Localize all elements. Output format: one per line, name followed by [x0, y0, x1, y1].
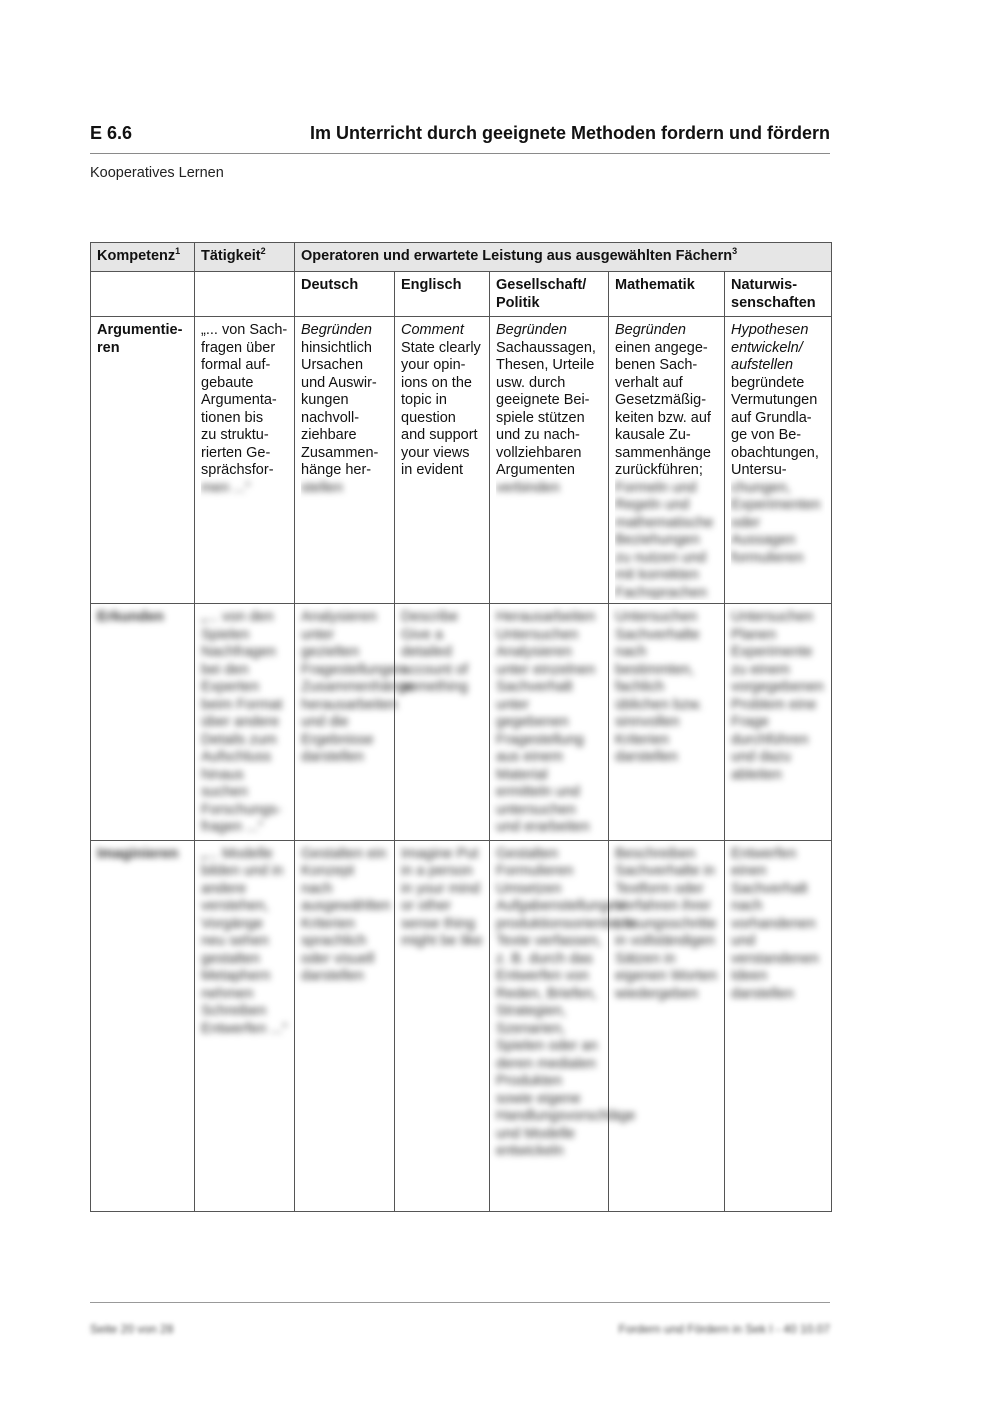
table-row [91, 840, 832, 1211]
cell-naturwissenschaften-blurred: Untersuchen Planen Experimente zu einem vorgegebenen Problem eine Frage durchführen und dazu ableiten [725, 604, 832, 841]
header-kompetenz: Kompetenz$^1$ [91, 243, 195, 272]
cell-taetigkeit-blurred: „... von den Spielen Nachfragen bei den Experten beim Format über andere Details zum Aufschluss hinaus suchen Forschungs-fragen ...“ [195, 604, 295, 841]
cell-text-line: Untersu- [731, 462, 787, 478]
cell-gesellschaft-blurred: Gestalten Formulieren Umsetzen Aufgabenstellungen produktionsorientierte Texte verfassen, z. B. durch das Entwerfen von Reden, Briefen, Strategien, Szenarien, Spielen oder an deren medialen Produkten sowie eigene Handlungsvorschläge und Modelle entwickeln [490, 840, 609, 1211]
cell-text-line: keiten bzw. auf [615, 409, 711, 426]
cell-text-line: rierten Ge- [201, 444, 271, 461]
page-title: Im Unterricht durch geeignete Methoden fordern und fördern [309, 123, 830, 143]
cell-text-line: Thesen, Urteile [496, 357, 595, 373]
cell-taetigkeit-blurred: „... Modelle bilden und in andere verstehen, Vorgänge neu sehen gestalten Metaphern nehmen Schreiben Entwerfen ...“ [195, 840, 295, 1211]
table-row [91, 317, 832, 604]
header-mathematik: Mathematik [609, 272, 725, 317]
cell-text-line: kausale Zu- [615, 427, 691, 443]
operators-table-wrapper [90, 242, 831, 1212]
cell-text-line: State clearly [401, 339, 481, 356]
cell-gesellschaft-blurred: Herausarbeiten Untersuchen Analysieren unter einzelnen Sachverhalt unter gegebenen Fragestellung aus einem Material ermitteln und untersuchen und erarbeiten [490, 604, 609, 841]
cell-text-line: question [401, 409, 456, 426]
header-empty-1 [91, 272, 195, 317]
cell-text-line: benen Sach- [615, 357, 698, 373]
cell-mathematik-blurred: Untersuchen Sachverhalte nach bestimmten, fachlich üblichen bzw. sinnvollen Kriterien darstellen [609, 604, 725, 841]
cell-text-line: zurückführen; [615, 462, 703, 478]
cell-text-line: ge von Be- [731, 427, 802, 443]
header-deutsch: Deutsch [295, 272, 395, 317]
cell-text-line: und Auswir- [301, 374, 377, 391]
cell-text-line: „... von Sach- [201, 322, 288, 338]
table-row [91, 604, 832, 841]
subject-header-row [91, 272, 832, 317]
cell-text-line: nachvoll- [301, 409, 360, 426]
cell-text-line: topic in [401, 392, 447, 408]
cell-naturwissenschaften-blurred: Entwerfen einen Sachverhalt nach vorhandenen und verstandenen Ideen darstellen [725, 840, 832, 1211]
cell-deutsch: Begründen hinsichtlich Ursachen und Auswir- kungen nachvoll- ziehbare Zusammen- hänge her- stellen [295, 317, 395, 604]
cell-text-line: usw. durch [496, 374, 566, 391]
cell-text-line: gebaute [201, 374, 254, 391]
cell-text-line: begründete [731, 374, 805, 391]
cell-text-line: tionen bis [201, 409, 264, 426]
cell-kompetenz-blurred: Erkunden [91, 604, 195, 841]
cell-text-line: hinsichtlich [301, 339, 372, 356]
cell-text-line: your opin- [401, 357, 466, 373]
cell-text-line: zu struktu- [201, 427, 269, 443]
cell-text-line: sprächsfor- [201, 462, 274, 478]
header-empty-2 [195, 272, 295, 317]
footer-page-number: Seite 20 von 28 [90, 1322, 174, 1336]
cell-text-line: formal auf- [201, 357, 271, 373]
cell-naturwissenschaften: Hypothesen entwickeln/ aufstellen begründete Vermutungen auf Grundla- ge von Be- obachtungen, Untersu- chungen, Experimenten oder Aussagen formulieren [725, 317, 832, 604]
footer-divider [90, 1302, 830, 1303]
cell-text-line: and support [401, 427, 478, 443]
cell-text-line: auf Grundla- [731, 409, 812, 426]
cell-text-line: Argumenten [496, 462, 575, 478]
cell-text-line: kungen [301, 392, 349, 408]
cell-mathematik-blurred: Beschreiben Sachverhalte in Textform oder Verfahren ihrer Lösungsschritte in vollständigen Sätzen in eigenen Worten wiedergeben [609, 840, 725, 1211]
cell-deutsch-blurred: Analysieren unter gezielten Fragestellungen Zusammenhänge herausarbeiten und die Ergebnisse darstellen [295, 604, 395, 841]
cell-gesellschaft: Begründen Sachaussagen, Thesen, Urteile usw. durch geeignete Bei- spiele stützen und zu nach- vollziehbaren Argumenten verbinden [490, 317, 609, 604]
header-naturwissenschaften: Naturwis- senschaften [725, 272, 832, 317]
table-header-row [91, 243, 832, 272]
cell-text-line: your views [401, 444, 470, 461]
cell-text-line: hänge her- [301, 462, 372, 478]
page-header [90, 121, 830, 154]
cell-text-line: spiele stützen [496, 409, 585, 426]
cell-text-line: Zusammen- [301, 444, 379, 461]
cell-text-line: verhalt auf [615, 374, 683, 391]
cell-englisch-blurred: Imagine Put in a person in your mind or other sense thing might be like [395, 840, 490, 1211]
cell-text-line: vollziehbaren [496, 444, 582, 461]
cell-text-line: und zu nach- [496, 427, 580, 443]
header-gesellschaft: Gesellschaft/ Politik [490, 272, 609, 317]
cell-text-line: sammenhänge [615, 444, 711, 461]
cell-mathematik: Begründen einen angege- benen Sach- verhalt auf Gesetzmäßig- keiten bzw. auf kausale Zu- sammenhänge zurückführen; Formeln und Regeln und mathematische Beziehungen zu nutzen und mit korrekten Fachsprachen [609, 317, 725, 604]
cell-englisch-blurred: Describe Give a detailed account of something [395, 604, 490, 841]
cell-text-line: Ursachen [301, 357, 364, 373]
cell-englisch: Comment State clearly your opin- ions on the topic in question and support your views in evident [395, 317, 490, 604]
cell-text-line: Argumenta- [201, 392, 277, 408]
cell-kompetenz-blurred: Imaginieren [91, 840, 195, 1211]
cell-text-line: fragen über [201, 339, 276, 356]
cell-kompetenz-argumentieren: Argumentie- ren [91, 317, 195, 604]
header-englisch: Englisch [395, 272, 490, 317]
cell-text-line: ziehbare [301, 427, 357, 443]
cell-text-line: in evident [401, 462, 464, 478]
cell-text-line: Vermutungen [731, 392, 818, 408]
operators-table [90, 242, 832, 1212]
cell-text-line: Gesetzmäßig- [615, 392, 707, 408]
cell-deutsch-blurred: Gestalten ein Konzept nach ausgewählten Kriterien sprachlich oder visuell darstellen [295, 840, 395, 1211]
cell-text-line: ions on the [401, 374, 472, 391]
header-operatoren: Operatoren und erwartete Leistung aus ausgewählten Fächern$^3$ [295, 243, 832, 272]
cell-text-line: Sachaussagen, [496, 339, 596, 356]
page-subtitle: Kooperatives Lernen [90, 165, 224, 181]
cell-text-line: einen angege- [615, 339, 708, 356]
footer-publication: Fordern und Fördern in Sek I - 40 10.07 [618, 1322, 830, 1336]
cell-taetigkeit: „... von Sach- fragen über formal auf- gebaute Argumenta- tionen bis zu struktu- rierten Ge- sprächsfor- men ...“ [195, 317, 295, 604]
header-taetigkeit: Tätigkeit$^2$ [195, 243, 295, 272]
cell-text-line: geeignete Bei- [496, 392, 590, 408]
section-code: E 6.6 [90, 123, 133, 143]
cell-text-line: obachtungen, [731, 444, 819, 461]
